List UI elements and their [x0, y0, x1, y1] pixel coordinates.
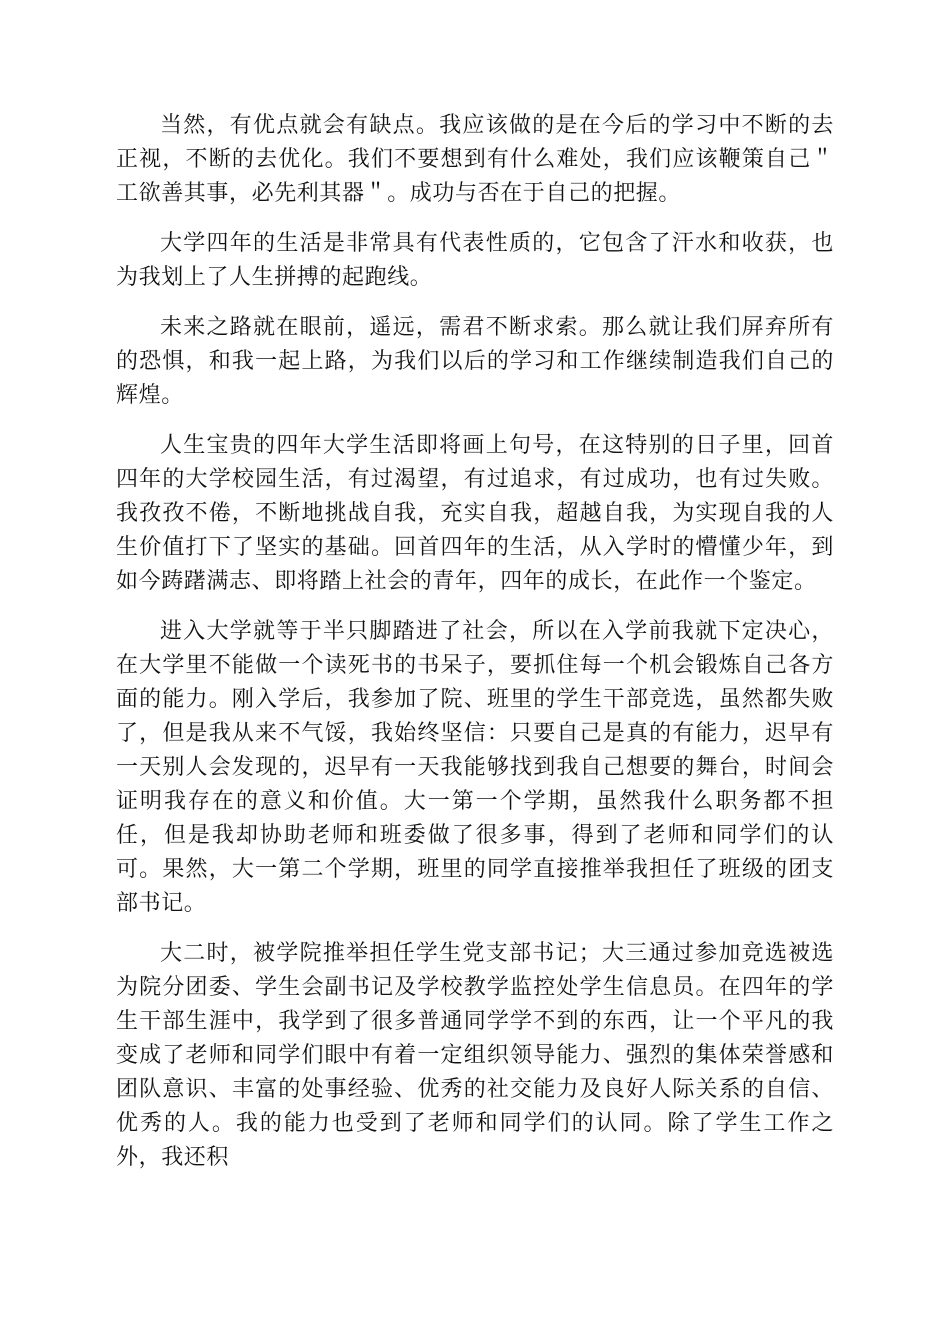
paragraph-3: 未来之路就在眼前，遥远，需君不断求索。那么就让我们屏弃所有的恐惧，和我一起上路，为我们以后的学习和工作继续制造我们自己的辉煌。 [116, 315, 834, 408]
paragraph-1: 当然，有优点就会有缺点。我应该做的是在今后的学习中不断的去正视，不断的去优化。我们不要想到有什么难处，我们应该鞭策自己＂工欲善其事，必先利其器＂。成功与否在于自己的把握。 [116, 113, 834, 206]
paragraph-6: 大二时，被学院推举担任学生党支部书记；大三通过参加竞选被选为院分团委、学生会副书记及学校教学监控处学生信息员。在四年的学生干部生涯中，我学到了很多普通同学学不到的东西，让一个平凡的我变成了老师和同学们眼中有着一定组织领导能力、强烈的集体荣誉感和团队意识、丰富的处事经验、优秀的社交能力及良好人际关系的自信、优秀的人。我的能力也受到了老师和同学们的认同。除了学生工作之外，我还积 [116, 941, 834, 1170]
paragraph-2: 大学四年的生活是非常具有代表性质的，它包含了汗水和收获，也为我划上了人生拼搏的起跑线。 [116, 231, 834, 290]
document-body [116, 109, 834, 1191]
paragraph-4: 人生宝贵的四年大学生活即将画上句号，在这特别的日子里，回首四年的大学校园生活，有过渴望，有过追求，有过成功，也有过失败。我孜孜不倦，不断地挑战自我，充实自我，超越自我，为实现自我的人生价值打下了坚实的基础。回首四年的生活，从入学时的懵懂少年，到如今踌躇满志、即将踏上社会的青年，四年的成长，在此作一个鉴定。 [116, 433, 834, 594]
paragraph-5: 进入大学就等于半只脚踏进了社会，所以在入学前我就下定决心，在大学里不能做一个读死书的书呆子，要抓住每一个机会锻炼自己各方面的能力。刚入学后，我参加了院、班里的学生干部竞选，虽然都失败了，但是我从来不气馁，我始终坚信：只要自己是真的有能力，迟早有一天别人会发现的，迟早有一天我能够找到我自己想要的舞台，时间会证明我存在的意义和价值。大一第一个学期，虽然我什么职务都不担任，但是我却协助老师和班委做了很多事，得到了老师和同学们的认可。果然，大一第二个学期，班里的同学直接推举我担任了班级的团支部书记。 [116, 619, 834, 916]
